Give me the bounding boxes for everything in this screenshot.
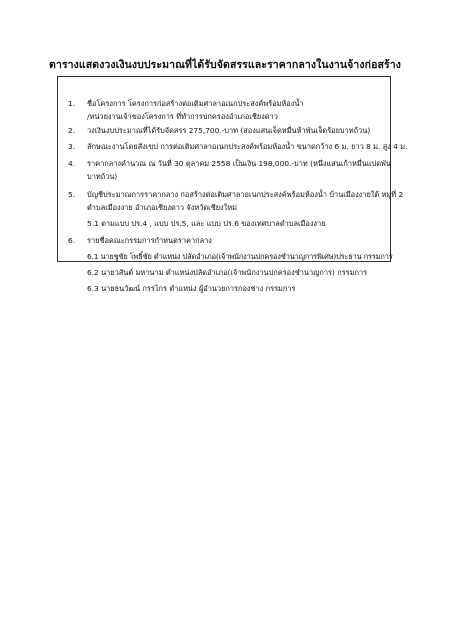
item-5-number: 5. (68, 190, 76, 199)
item-1-line-1: ชื่อโครงการ โครงการก่อสร้างต่อเติมศาลาอเนกประสงค์พร้อมห้องน้ำ (87, 99, 304, 108)
item-5-line-1: บัญชีประมาณการราคากลาง ก่อสร้างต่อเติมศาลาอเนกประสงค์พร้อมห้องน้ำ บ้านเมืองงายใต้ หมู่ที่ 2 (87, 190, 404, 199)
item-3-number: 3. (68, 142, 76, 151)
item-2-line-1: วงเงินงบประมาณที่ได้รับจัดสรร 275,700.-บาท (สองแสนเจ็ดหมื่นห้าพันเจ็ดร้อยบาทถ้วน) (87, 126, 371, 135)
item-3-line-1: ลักษณะงานโดยสังเขป การต่อเติมศาลาอเนกประสงค์พร้อมห้องน้ำ ขนาดกว้าง 6 ม. ยาว 8 ม. สูง 4 ม. (87, 142, 408, 151)
document-title: ตารางแสดงวงเงินงบประมาณที่ได้รับจัดสรรและราคากลางในงานจ้างก่อสร้าง (49, 59, 401, 71)
item-4-line-2: บาทถ้วน) (87, 172, 118, 181)
item-6-line-1: รายชื่อคณะกรรมการกำหนดราคากลาง (87, 236, 212, 245)
item-5-line-2: ตำบลเมืองงาย อำเภอเชียงดาว จังหวัดเชียงใหม่ (87, 203, 238, 212)
committee-member-6-2: 6.2 นายวสันต์ มหานาม ตำแหน่งปลัดอำเภอ(เจ้าพนักงานปกครองชำนาญการ) กรรมการ (87, 268, 368, 277)
item-2-number: 2. (68, 126, 76, 135)
item-4-line-1: ราคากลางคำนวณ ณ วันที่ 30 ตุลาคม 2558 เป็นเงิน 198,000.-บาท (หนึ่งแสนเก้าหมื่นแปดพัน (87, 159, 391, 168)
item-4-number: 4. (68, 159, 76, 168)
committee-member-6-1: 6.1 นายชูชัย โพธิ์ชัย ตำแหน่ง ปลัดอำเภอ(เจ้าพนักงานปกครองชำนาญการพิเศษ)ประธาน กรรมการ (87, 252, 393, 261)
item-5-1-line: 5.1 ตามแบบ ปร.4 , แบบ ปร.5, และ แบบ ปร.6 ของเทศบาลตำบลเมืองงาย (87, 219, 326, 228)
item-1-line-2: /หน่วยงานเจ้าของโครงการ ที่ทำการปกครองอำเภอเชียงดาว (87, 112, 278, 121)
item-6-number: 6. (68, 236, 76, 245)
committee-member-6-3: 6.3 นายธนวัฒน์ กรรไกร ตำแหน่ง ผู้อำนวยการกองช่าง กรรมการ (87, 284, 296, 293)
item-1-number: 1. (68, 99, 76, 108)
